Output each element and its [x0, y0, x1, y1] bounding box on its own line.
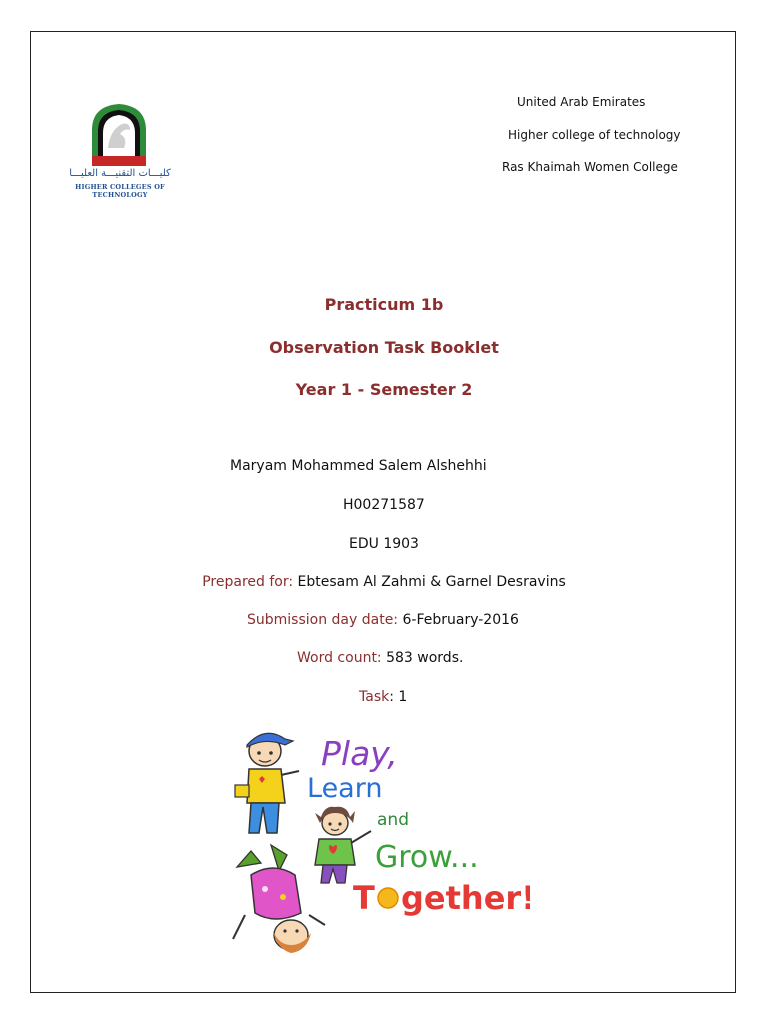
title-year-semester: Year 1 - Semester 2 [295, 380, 473, 399]
logo-arabic-text: كليـــات التقنيـــة العليـــا [69, 168, 171, 179]
task-label: Task [359, 689, 390, 705]
logo-english-text: HIGHER COLLEGES OF TECHNOLOGY [75, 183, 165, 199]
prepared-for-line [0, 574, 768, 590]
prepared-for-value: Ebtesam Al Zahmi & Garnel Desravins [297, 574, 566, 590]
submission-date-value: 6-February-2016 [402, 612, 519, 628]
submission-date-line [247, 612, 519, 628]
word-together-t: T [353, 879, 375, 917]
student-name: Maryam Mohammed Salem Alshehhi [230, 458, 487, 474]
hct-logo [44, 100, 194, 199]
student-id: H00271587 [343, 497, 425, 513]
sun-icon [378, 888, 398, 908]
title-booklet: Observation Task Booklet [269, 338, 499, 357]
word-learn: Learn [307, 773, 383, 804]
task-value: : 1 [389, 689, 408, 705]
institution-country: United Arab Emirates [517, 95, 646, 109]
prepared-for-label: Prepared for: [202, 574, 298, 590]
word-grow: Grow... [375, 840, 479, 875]
word-count-line [297, 650, 463, 666]
institution-campus: Ras Khaimah Women College [502, 160, 678, 174]
submission-date-label: Submission day date: [247, 612, 403, 628]
illustration-svg [225, 725, 530, 960]
course-code: EDU 1903 [349, 536, 419, 552]
word-together-rest: gether! [401, 879, 530, 917]
word-count-label: Word count: [297, 650, 387, 666]
hct-arch-logo-icon [44, 100, 194, 170]
task-line [359, 689, 407, 705]
title-practicum: Practicum 1b [324, 295, 444, 314]
institution-college: Higher college of technology [508, 128, 681, 142]
word-and: and [377, 810, 409, 830]
children-playing-clipart-icon [225, 725, 530, 960]
word-play: Play, [321, 734, 398, 773]
word-count-value: 583 words. [386, 650, 464, 666]
